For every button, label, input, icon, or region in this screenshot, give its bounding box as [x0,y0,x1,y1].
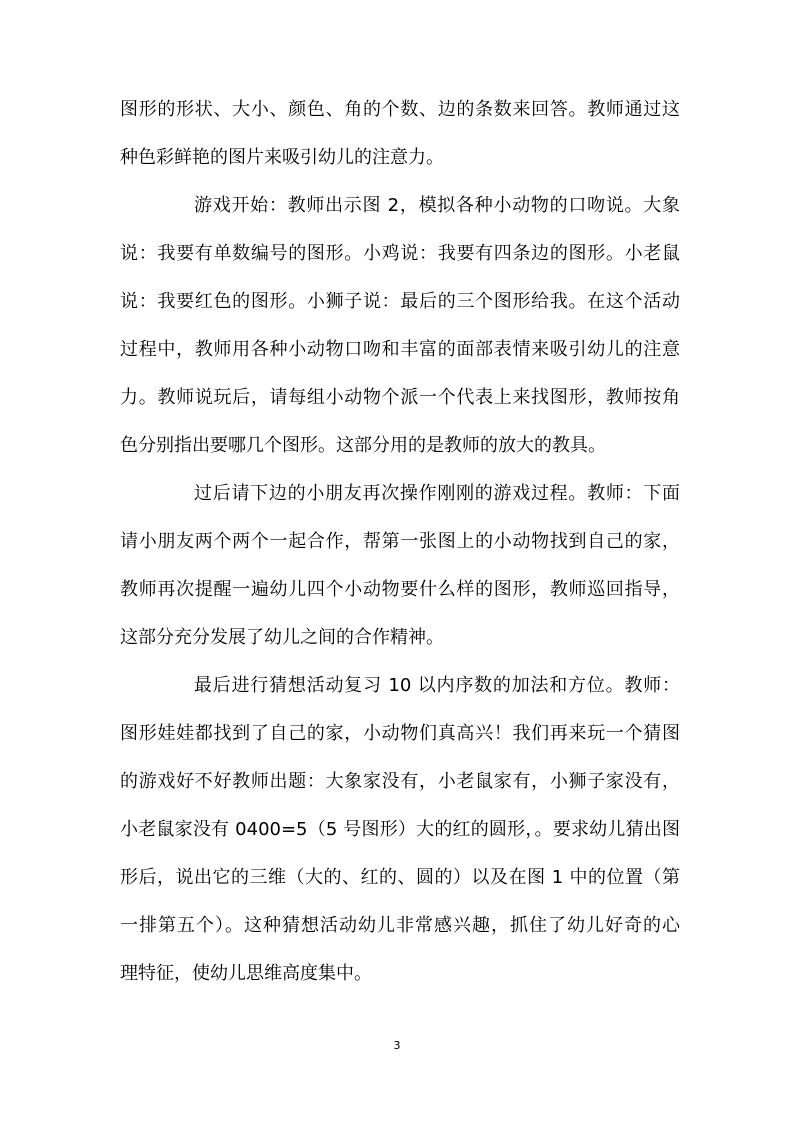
text-line: 一排第五个）。这种猜想活动幼儿非常感兴趣，抓住了幼儿好奇的心 [120,915,680,936]
text-line: 图形的形状、大小、颜色、角的个数、边的条数来回答。教师通过这 [120,99,680,120]
text-line: 的游戏好不好教师出题：大象家没有，小老鼠家有，小狮子家没有， [120,771,680,792]
text-line: 请小朋友两个两个一起合作，帮第一张图上的小动物找到自己的家， [120,531,680,552]
text-line: 说：我要红色的图形。小狮子说：最后的三个图形给我。在这个活动 [120,291,680,312]
text-line: 过后请下边的小朋友再次操作刚刚的游戏过程。教师：下面 [194,483,680,504]
page-number: 3 [393,1039,401,1052]
text-line: 这部分充分发展了幼儿之间的合作精神。 [120,627,444,648]
text-line: 色分别指出要哪几个图形。这部分用的是教师的放大的教具。 [120,435,606,456]
text-line: 最后进行猜想活动复习 10 以内序数的加法和方位。教师： [194,675,680,696]
text-line: 理特征，使幼儿思维高度集中。 [120,963,372,984]
text-line: 图形娃娃都找到了自己的家，小动物们真高兴！我们再来玩一个猜图 [120,723,680,744]
text-line: 说：我要有单数编号的图形。小鸡说：我要有四条边的图形。小老鼠 [120,243,680,264]
text-line: 游戏开始：教师出示图 2，模拟各种小动物的口吻说。大象 [194,195,680,216]
text-line: 过程中，教师用各种小动物口吻和丰富的面部表情来吸引幼儿的注意 [120,339,680,360]
text-line: 种色彩鲜艳的图片来吸引幼儿的注意力。 [120,147,444,168]
text-line: 教师再次提醒一遍幼儿四个小动物要什么样的图形，教师巡回指导， [120,579,680,600]
text-line: 形后，说出它的三维（大的、红的、圆的）以及在图 1 中的位置（第 [120,867,680,888]
text-line: 小老鼠家没有 0400=5（5 号图形）大的红的圆形，。要求幼儿猜出图 [120,819,680,840]
text-line: 力。教师说玩后，请每组小动物个派一个代表上来找图形，教师按角 [120,387,680,408]
